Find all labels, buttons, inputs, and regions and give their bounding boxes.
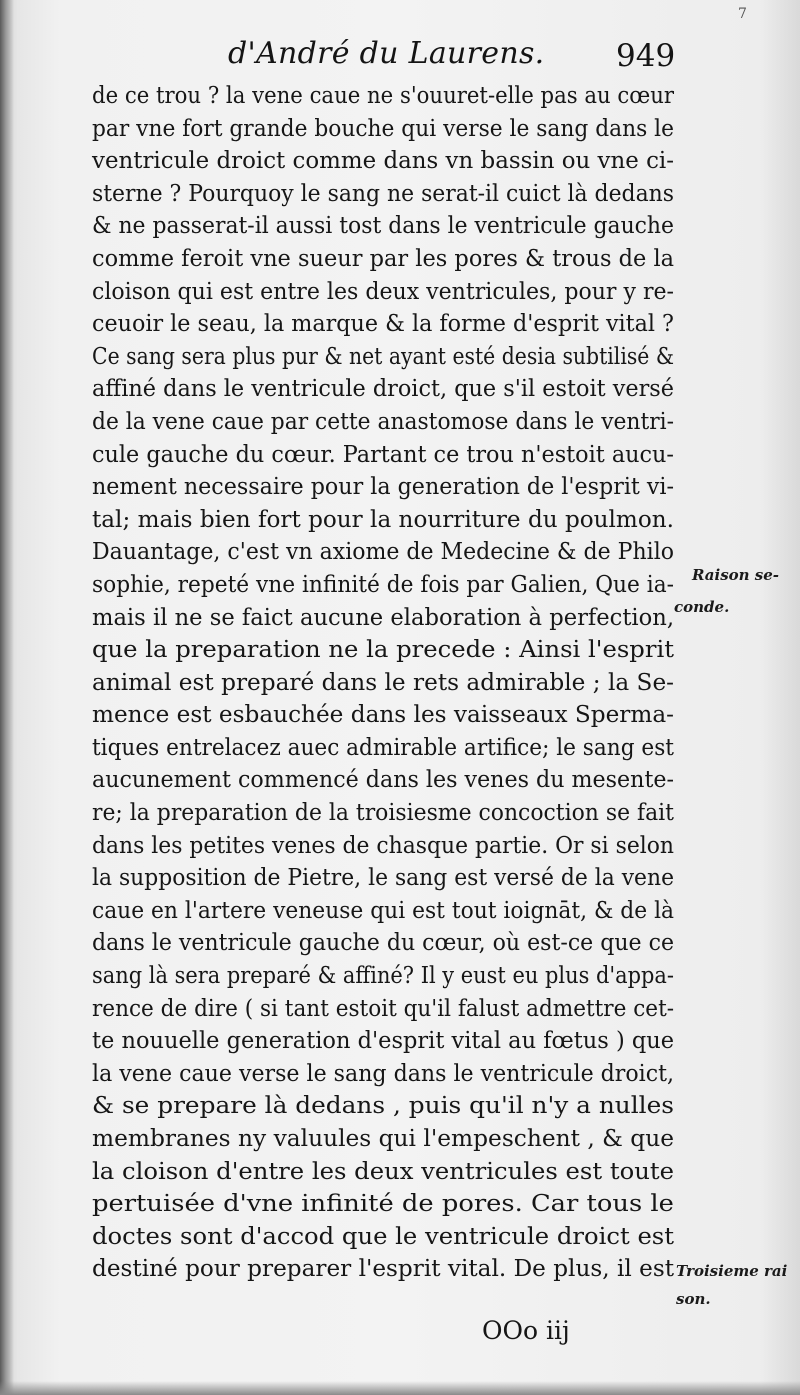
text-line: tal; mais bien fort pour la nourriture du poulmon. [92,506,674,533]
signature-mark: OOo iij [482,1316,570,1345]
text-line: aucunement commencé dans les venes du mesente- [92,767,674,794]
text-line: de la vene caue par cette anastomose dans le ventri- [92,408,674,435]
text-line: caue en l'artere veneuse qui est tout ioignāt, & de là [92,897,675,924]
text-line: pertuisée d'vne infinité de pores. Car tous le [92,1191,674,1218]
text-line: sophie, repeté vne infinité de fois par Galien, Que ia- [92,571,674,598]
page-number: 949 [616,38,676,74]
text-line: la supposition de Pietre, le sang est versé de la vene [92,865,675,892]
text-line: destiné pour preparer l'esprit vital. De plus, il est [92,1256,675,1283]
text-line: la vene caue verse le sang dans le ventricule droict, [92,1060,675,1087]
text-line: la cloison d'entre les deux ventricules est toute [92,1158,675,1185]
margin-note-raison-seconde-1: Raison se- [692,566,780,584]
margin-note-troisieme-1: Troisieme rai [676,1262,788,1280]
text-line: comme feroit vne sueur par les pores & trous de la [92,245,675,272]
text-line: doctes sont d'accod que le ventricule droict est [92,1223,675,1250]
page-edge-shadow [0,1381,800,1395]
margin-note-raison-seconde-2: conde. [674,598,730,616]
text-line: dans le ventricule gauche du cœur, où est-ce que ce [92,930,675,957]
corner-mark: 7 [738,6,747,22]
text-line: par vne fort grande bouche qui verse le sang dans le [92,115,674,142]
margin-note-troisieme-2: son. [676,1290,711,1308]
text-line: cule gauche du cœur. Partant ce trou n'estoit aucu- [92,441,674,468]
text-line: que la preparation ne la precede : Ainsi l'esprit [92,637,674,664]
running-title: d'André du Laurens. [228,36,545,71]
text-line: nement necessaire pour la generation de l'esprit vi- [92,474,675,501]
text-line: dans les petites venes de chasque partie. Or si selon [92,832,675,859]
text-line: rence de dire ( si tant estoit qu'il falust admettre cet- [92,995,675,1022]
text-line: cloison qui est entre les deux ventricules, pour y re- [92,278,675,305]
text-line: re; la preparation de la troisiesme concoction se fait [92,800,674,827]
text-line: sang là sera preparé & affiné? Il y eust eu plus d'appa- [92,963,674,990]
text-line: ceuoir le seau, la marque & la forme d'esprit vital ? [92,311,674,338]
text-line: & se prepare là dedans , puis qu'il n'y a nulles [92,1093,675,1120]
text-line: Dauantage, c'est vn axiome de Medecine & de Philo [92,539,674,566]
text-line: ventricule droict comme dans vn bassin ou vne ci- [92,148,674,175]
body-text [92,80,692,1286]
text-line: mence est esbauchée dans les vaisseaux Sperma- [92,702,674,729]
binding-shadow [0,0,14,1395]
text-line: animal est preparé dans le rets admirable ; la Se- [92,669,675,696]
text-line: tiques entrelacez auec admirable artifice; le sang est [92,734,674,761]
text-line: affiné dans le ventricule droict, que s'il estoit versé [92,376,675,403]
text-line: de ce trou ? la vene caue ne s'ouuret-elle pas au cœur [92,83,675,109]
text-line: Ce sang sera plus pur & net ayant esté desia subtilisé & [92,343,675,370]
text-line: sterne ? Pourquoy le sang ne serat-il cuict là dedans [92,180,675,207]
text-line: membranes ny valuules qui l'empeschent , & que [92,1126,675,1152]
text-line: te nouuelle generation d'esprit vital au fœtus ) que [92,1028,675,1055]
text-line: mais il ne se faict aucune elaboration à perfection, [92,604,675,631]
text-line: & ne passerat-il aussi tost dans le ventricule gauche [92,213,674,240]
